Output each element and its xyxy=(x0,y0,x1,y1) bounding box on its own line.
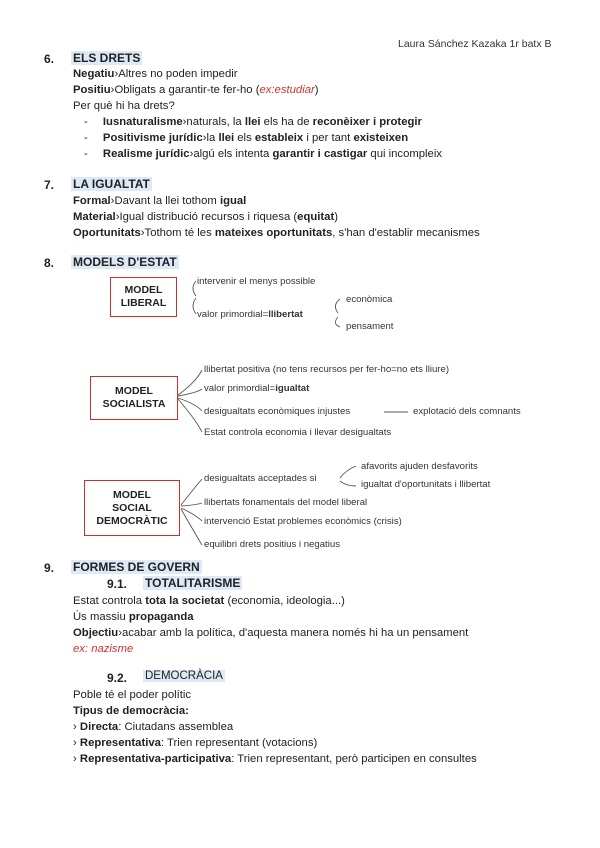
liberal-branch-2-bold: llibertat xyxy=(268,309,303,320)
socialista-branch-3: desigualtats econòmiques injustes xyxy=(204,406,351,417)
connector-line xyxy=(178,398,202,411)
arrow-icon: › xyxy=(115,211,120,223)
connector-line xyxy=(193,298,196,314)
drets-question: Per què hi ha drets? xyxy=(73,100,175,112)
section-8-number: 8. xyxy=(44,256,55,270)
bullet-bold: llei xyxy=(218,132,235,144)
liberal-sub-2: pensament xyxy=(346,321,394,332)
bullet-bold: estableix xyxy=(254,132,304,144)
section-9-title: FORMES DE GOVERN xyxy=(73,560,200,574)
arrow-icon: › xyxy=(110,195,115,207)
connector-line xyxy=(335,317,340,327)
democracia-line-1: Poble té el poder polític xyxy=(73,689,192,701)
social-branch-4: equilibri drets positius i negatius xyxy=(204,539,340,550)
bullet-text: naturals, la xyxy=(186,116,245,128)
bullet-text: la xyxy=(206,132,219,144)
social-branch-3: intervenció Estat problemes econòmics (crisis) xyxy=(204,516,402,527)
totalitarisme-example: ex: nazisme xyxy=(73,643,134,655)
arrow-icon: › xyxy=(140,227,145,239)
totalitarisme-line-1 xyxy=(73,593,345,609)
dash-icon: - xyxy=(84,148,88,160)
model-liberal-label: MODEL LIBERAL xyxy=(120,284,167,309)
bullet-text: i per tant xyxy=(303,132,354,144)
socialista-branch-2 xyxy=(204,383,309,394)
type-text: : Trien representant, però participen en consultes xyxy=(231,753,477,765)
connector-line xyxy=(181,509,202,545)
connector-line xyxy=(181,479,202,505)
bullet-bold: existeixen xyxy=(353,132,409,144)
formal-text: Davant la llei tothom xyxy=(114,195,220,207)
author-header: Laura Sánchez Kazaka 1r batx B xyxy=(398,38,552,50)
positiu-text: Obligats a garantir-te fer-ho ( xyxy=(114,84,260,96)
oportunitats-bold: mateixes oportunitats xyxy=(214,227,333,239)
formal-bold: igual xyxy=(219,195,247,207)
arrow-icon: › xyxy=(73,737,77,749)
bullet-bold: garantir i castigar xyxy=(272,148,368,160)
bullet-text: els ha de xyxy=(260,116,313,128)
connector-line xyxy=(178,399,202,432)
bullet-text: algú els intenta xyxy=(193,148,273,160)
oportunitats-term: Oportunitats xyxy=(73,227,141,239)
positiu-close: ) xyxy=(314,84,319,96)
democracia-type-representativa xyxy=(73,735,317,751)
section-8-title: MODELS D'ESTAT xyxy=(73,255,177,269)
section-9-1-number: 9.1. xyxy=(107,577,128,591)
dash-icon: - xyxy=(84,132,88,144)
arrow-icon: › xyxy=(73,721,77,733)
type-term: Directa xyxy=(79,721,119,733)
material-text: Igual distribució recursos i riquesa ( xyxy=(119,211,298,223)
socialista-branch-2-text: valor primordial= xyxy=(204,383,276,394)
dash-icon: - xyxy=(84,116,88,128)
positiu-example: ex:estudiar xyxy=(259,84,315,96)
negatiu-text: Altres no poden impedir xyxy=(118,68,238,80)
bullet-text: els xyxy=(234,132,255,144)
totalitarisme-text: Ús massiu xyxy=(73,611,129,623)
connector-line xyxy=(340,481,356,486)
liberal-branch-2-text: valor primordial= xyxy=(197,309,269,320)
arrow-icon: › xyxy=(118,627,122,639)
totalitarisme-text: Estat controla xyxy=(73,595,146,607)
type-term: Representativa xyxy=(79,737,161,749)
bullet-term: Iusnaturalisme xyxy=(102,116,183,128)
socialista-branch-3-result: explotació dels comnants xyxy=(413,406,521,417)
type-text: : Ciutadans assemblea xyxy=(118,721,234,733)
bullet-term: Positivisme jurídic xyxy=(102,132,203,144)
formal-term: Formal xyxy=(73,195,111,207)
connector-line xyxy=(181,503,202,506)
material-bold: equitat xyxy=(297,211,335,223)
social-sub-1: afavorits ajuden desfavorits xyxy=(361,461,478,472)
section-9-2-title: DEMOCRÀCIA xyxy=(145,670,223,682)
arrow-icon: › xyxy=(114,68,119,80)
material-close: ) xyxy=(334,211,338,223)
bullet-bold: reconèixer i protegir xyxy=(312,116,422,128)
arrow-icon: › xyxy=(182,116,187,128)
democracia-line-2: Tipus de democràcia: xyxy=(73,705,189,717)
oportunitats-text2: , s'han d'establir mecanismes xyxy=(332,227,480,239)
bullet-term: Realisme jurídic xyxy=(102,148,190,160)
socialista-branch-2-bold: igualtat xyxy=(275,383,310,394)
liberal-branch-1: intervenir el menys possible xyxy=(197,276,316,287)
socialista-branch-4: Estat controla economia i llevar desigualtats xyxy=(204,427,392,438)
section-6-title: ELS DRETS xyxy=(73,51,141,65)
positiu-term: Positiu xyxy=(73,84,111,96)
type-term: Representativa-participativa xyxy=(79,753,232,765)
socialista-branch-1: llibertat positiva (no tens recursos per fer-ho=no ets lliure) xyxy=(204,364,450,375)
social-sub-2: igualtat d'oportunitats i llibertat xyxy=(361,479,491,490)
totalitarisme-text: (economia, ideologia...) xyxy=(224,595,345,607)
totalitarisme-line-2 xyxy=(73,609,194,625)
model-social-democratic-box xyxy=(84,480,180,536)
section-9-2-number: 9.2. xyxy=(107,671,128,685)
democracia-type-participativa xyxy=(73,751,477,767)
objectiu-term: Objectiu xyxy=(73,627,119,639)
section-9-number: 9. xyxy=(44,561,55,575)
liberal-branch-2 xyxy=(197,309,303,320)
totalitarisme-bold: tota la societat xyxy=(145,595,225,607)
social-branch-2: llibertats fonamentals del model liberal xyxy=(204,497,368,508)
arrow-icon: › xyxy=(189,148,194,160)
connector-line xyxy=(335,299,340,313)
arrow-icon: › xyxy=(202,132,207,144)
section-7-number: 7. xyxy=(44,178,55,192)
type-text: : Trien representant (votacions) xyxy=(160,737,318,749)
arrow-icon: › xyxy=(110,84,115,96)
section-7-title: LA IGUALTAT xyxy=(73,177,150,191)
model-socialista-box xyxy=(90,376,178,420)
oportunitats-text: Tothom té les xyxy=(144,227,215,239)
model-liberal-box xyxy=(110,277,177,317)
democracia-type-directa xyxy=(73,719,233,735)
objectiu-text: acabar amb la política, d'aquesta manera només hi ha un pensament xyxy=(121,627,469,639)
model-socialista-label: MODEL SOCIALISTA xyxy=(102,385,166,410)
liberal-sub-1: econòmica xyxy=(346,294,393,305)
connector-line xyxy=(340,466,356,478)
bullet-bold: llei xyxy=(244,116,261,128)
section-9-1-title: TOTALITARISME xyxy=(145,576,241,590)
negatiu-term: Negatiu xyxy=(73,68,115,80)
totalitarisme-bold: propaganda xyxy=(128,611,194,623)
bullet-text: qui incompleix xyxy=(367,148,443,160)
social-branch-1: desigualtats acceptades si xyxy=(204,473,317,484)
connector-line xyxy=(193,281,196,296)
section-6-number: 6. xyxy=(44,52,55,66)
arrow-icon: › xyxy=(73,753,77,765)
material-term: Material xyxy=(73,211,116,223)
totalitarisme-line-3 xyxy=(73,625,468,641)
model-social-democratic-label: MODEL SOCIAL DEMOCRÀTIC xyxy=(96,488,168,527)
